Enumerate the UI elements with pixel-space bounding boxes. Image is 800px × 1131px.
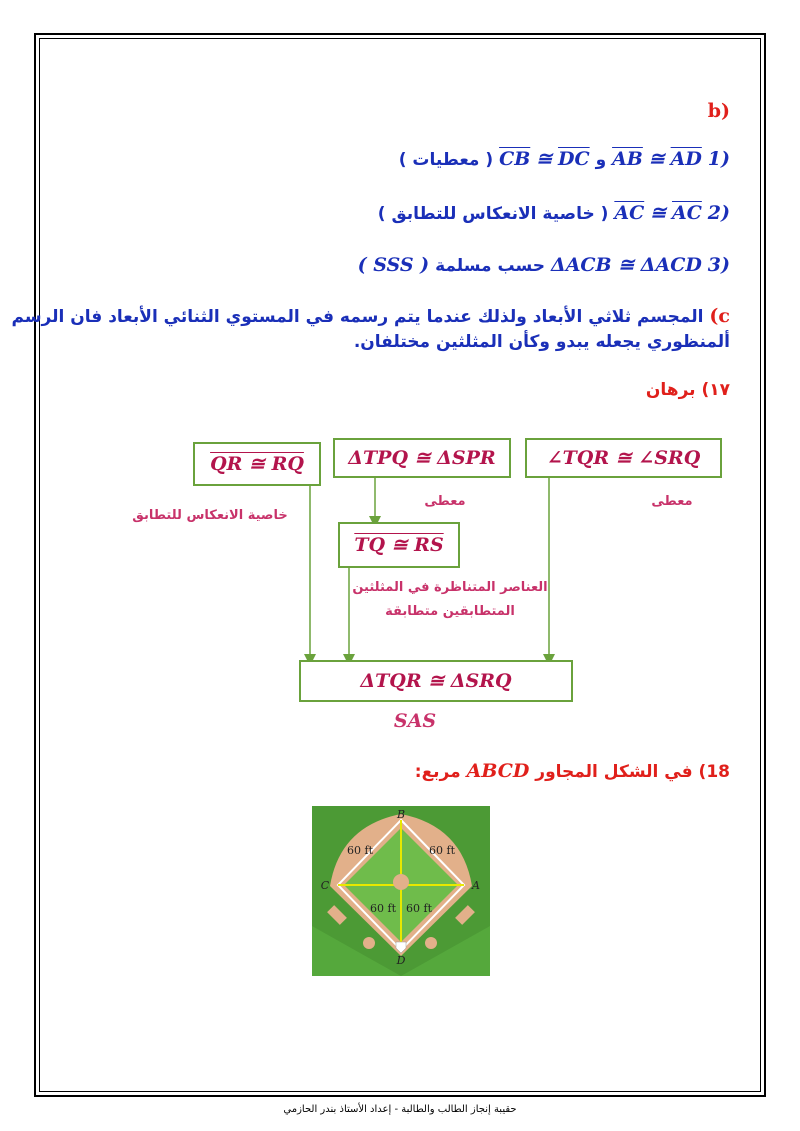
label-d: D (396, 954, 406, 967)
reason-cpctc-1: العناصر المتناظرة في المثلثين (352, 580, 548, 595)
q17-title: ١٧) برهان (645, 380, 730, 400)
segment-ac: $\overline{AC}$ (671, 202, 702, 224)
statement-qr-rq (193, 442, 321, 486)
page-footer: حقيبة إنجاز الطالب والطالبة - إعداد الأستاذ بندر الحازمي (283, 1104, 517, 1115)
segment-ad: $\overline{AD}$ (670, 148, 702, 170)
part-b-label: (b (707, 100, 730, 122)
statement-tpq-spr: ΔTPQ ≅ ΔSPR (333, 438, 511, 478)
length-cd: 60 ft (370, 902, 396, 915)
statement-angles: ∠TQR ≅ ∠SRQ (525, 438, 722, 478)
label-a: A (472, 879, 480, 892)
postulate-text: حسب مسلمة (435, 256, 546, 276)
label-b: B (396, 808, 406, 821)
and-word: و (595, 150, 607, 170)
segment-cb: $\overline{CB}$ (499, 148, 531, 170)
q18-number: 18) (698, 762, 730, 782)
reason-given-angle: معطى (651, 494, 693, 509)
reason-reflexive-qr: خاصية الانعكاس للتطابق (132, 508, 288, 523)
reason-cpctc-2: المتطابقين متطابقة (385, 604, 515, 619)
on-deck-right (425, 937, 437, 949)
baseball-diamond-figure (312, 806, 490, 976)
reason-reflexive: ( خاصية الانعكاس للتطابق ) (377, 204, 609, 224)
reason-sss: ( SSS ) (357, 254, 430, 276)
q18-text-b: مربع: (414, 762, 461, 782)
congruent-symbol: ≅ (536, 148, 553, 170)
congruent-symbol: ≅ (648, 148, 665, 170)
part-c-text-1: المجسم ثلاثي الأبعاد ولذلك عندما يتم رسمه في المستوي الثنائي الأبعاد فان الرسم (11, 307, 704, 327)
reason-given-tpq: معطى (424, 494, 466, 509)
part-c-line-2: ألمنظوري يجعله يبدو وكأن المثلثين مختلفان. (353, 332, 730, 352)
length-ba: 60 ft (429, 844, 455, 857)
q18-title (415, 760, 730, 782)
step-number: 3) (707, 254, 730, 276)
q18-abcd: ABCD (466, 760, 530, 782)
pitchers-mound (393, 874, 409, 890)
step-number: 1) (707, 148, 730, 170)
segment-ac-2: $\overline{AC}$ (614, 202, 645, 224)
part-c-label: c) (709, 305, 730, 327)
segment-dc: $\overline{DC}$ (558, 148, 590, 170)
reason-sas: SAS (393, 710, 437, 732)
statement-final: ΔTQR ≅ ΔSRQ (299, 660, 573, 702)
box-text: TQ ≅ RS (354, 534, 444, 556)
q18-text-a: في الشكل المجاور (535, 762, 693, 782)
segment-ab: $\overline{AB}$ (612, 148, 643, 170)
triangle-congruence: ΔACB ≅ ΔACD (550, 254, 702, 276)
step-number: 2) (707, 202, 730, 224)
congruent-symbol: ≅ (650, 202, 667, 224)
statement-tq-rs (338, 522, 460, 568)
label-c: C (320, 879, 330, 892)
length-da: 60 ft (406, 902, 432, 915)
box-text: QR ≅ RQ (210, 453, 304, 475)
on-deck-left (363, 937, 375, 949)
length-cb: 60 ft (347, 844, 373, 857)
reason-given: ( معطيات ) (398, 150, 494, 170)
